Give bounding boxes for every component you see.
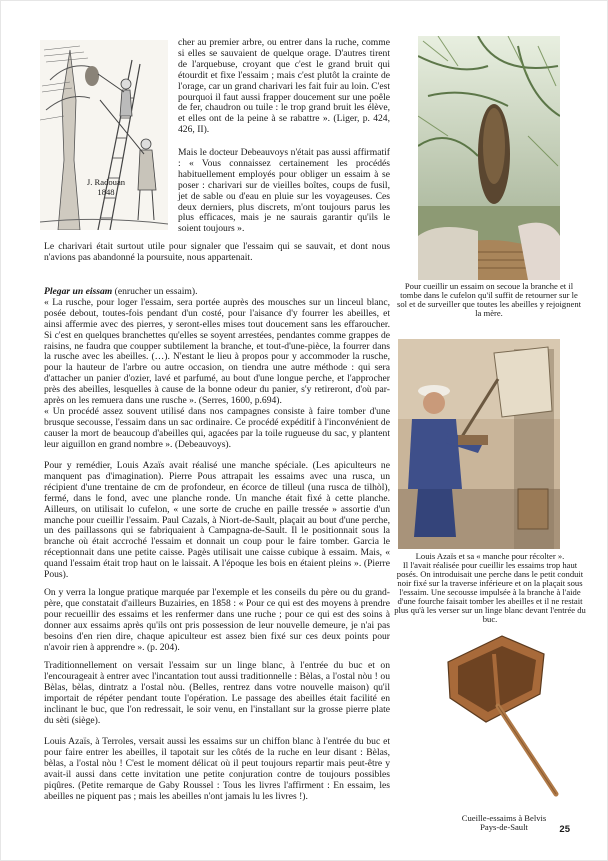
caption-cueille-line2: Pays-de-Sault [480,822,528,832]
photo-swarm-branch [418,36,560,280]
paragraph-terroles: Louis Azaïs, à Terroles, versait aussi les essaims sur un chiffon blanc à l'entrée du buc et pour faire entrer les abeilles, il tapotait sur les côtés de la ruche en leur disant : Bèlas, bèlas, a l'ostal nòu ! C'est le moment délicat où il peut toujours repartir mais peut-être y avait-il aussi dans cette invitation une petite conjuration contre de toujours possibles piqûres. (Petite remarque de Gaby Roussel : Tous les livres l'affirment : En essaim, les abeilles ne piquent pas ; mais les abeilles n'ont jamais lu les livres !). [44,736,390,802]
paragraph-liger: cher au premier arbre, ou entrer dans la ruche, comme si elles se sauvaient de quelque orage. D'autres tirent de l'arquebuse, croyant que c'est le grand bruit qui étourdit et fixe l'essaim ; mais c'est plutôt la crainte de l'orage, car un grand charivari les fait fuir au loin. C'est pourquoi il faut aussi frapper doucement sur une poêle de fer, chaudron ou tuile : le trop grand bruit les élève, et elles ont de la peine à se rabattre ». (Liger, p. 424, 426, II). [178,37,390,136]
engraving-illustration [40,40,168,230]
paragraph-traditionnellement: Traditionnellement on versait l'essaim sur un linge blanc, à l'entrée du buc et on l'encourageait à entrer avec l'incantation tout aussi traditionnelle : Bèlas, a l'ostal nòu ! ou Bèlas, bèlas, dintratz a l'ostal nòu. (Belles, rentrez dans votre nouvelle maison) qu'il importait de répéter pendant toute l'opération. Le passage des abeilles était facilité en inclinant le buc, que l'on redressait, le soir venu, en l'installant sur la grosse pierre plate du sèti (siège). [44,660,390,726]
beekeeper-with-tool-photo-icon [398,339,560,549]
caption-photo-cueille [440,814,568,832]
text-block-remedier [44,461,390,581]
caption-cueille-line1: Cueille-essaims à Belvis [461,813,547,823]
engraving-signature [76,178,136,197]
section-title-plegar-suffix: (enrucher un essaim). [112,286,198,297]
engraving-signature-year: 1848 [97,186,115,197]
caption-azais-body: Il l'avait réalisée pour cueillir les essaims trop haut posés. On introduisait une perche dans le petit conduit noir fixé sur la traverse inférieure et on la plaçait sous l'essaim. Une secousse impulsée à la branche à l'aide d'une fourche faisait tomber les abeilles et il ne restait plus qu'à les verser sur un linge blanc devant l'entrée du buc. [394,560,586,624]
paragraph-charivari: Le charivari était surtout utile pour signaler que l'essaim qui se sauvait, et dont nous n'avions pas abandonné la poursuite, nous appartenait. [44,241,390,263]
text-block-charivari [44,242,390,264]
text-block-debeauvoys [178,148,390,235]
text-block-terroles [44,737,390,802]
text-block-liger [178,38,390,136]
swarm-catcher-box-icon [440,632,572,800]
paragraph-pratique: On y verra la longue pratique marquée par l'exemple et les conseils du père ou du grand-père, que constatait d'ailleurs Buzairies, en 1858 : « Pour ce qui est des moyens à prendre pour recueillir des essaims et les renfermer dans une ruche ; pour ce qui est des soins à donner aux essaims après qu'ils ont pris possession de leur nouvelle demeure, je n'ai pas besoins d'en rien dire, chaque apiculteur est assez bien fixé sur ces deux points pour n'avoir rien à apprendre ». (p. 204). [44,587,390,653]
paragraph-remedier: Pour y remédier, Louis Azaïs avait réalisé une manche spéciale. (Les apiculteurs ne manquent pas d'imagination). Pierre Pous attrapait les essaims avec una rusca, un récipient d'une trentaine de cm de profondeur, en écorce de tilleul (una rusca de tilhòl), fermé, dans le fond, avec une planche ronde. Un manche était fixé à cette planche. Ailleurs, on utilisait lo cufelon, « une sorte de cruche en paille tressée » assortie d'un manche pour cueillir l'essaim. Paul Cazals, à Niort-de-Sault, plaçait au bout d'une perche, un des paillassons qui se fabriquaient à Campagna-de-Sault. Il le positionnait sous la branche où était accroché l'essaim et donnait un coup pour le faire tomber. Garcia le réceptionnait dans une petite caisse. Pagès utilisait une caisse cubique à essaim. Mais, « quand l'essaim était trop haut on le laissait. A l'époque les bois en étaient pleins ». (Pierre Pous). [44,460,390,581]
text-block-plegar [44,287,390,451]
paragraph-debeauvoys-sac: « Un procédé assez souvent utilisé dans nos campagnes consiste à faire tomber d'une brusque secousse, l'essaim dans un sac ordinaire. Ce procédé expéditif à l'inconvénient de causer la mort de beaucoup d'abeilles qui, agacées par la toile rugueuse du sac, y plantent leur aiguillon en grand nombre ». (Debeauvoys). [44,405,390,450]
photo-cueille-essaims [440,632,572,800]
caption-azais-title: Louis Azaïs et sa « manche pour récolter ». [415,551,565,561]
caption-photo-azais [392,552,588,624]
caption-photo-swarm: Pour cueillir un essaim on secoue la branche et il tombe dans le cufelon qu'il suffit de retourner sur le sol et de surveiller que toutes les abeilles y rejoignent la mère. [397,281,581,318]
page-number: 25 [559,824,570,835]
swarm-on-branch-photo-icon [418,36,560,280]
section-title-plegar: Plegar un eissam [44,286,113,297]
text-block-pratique [44,588,390,653]
text-block-traditionnellement [44,661,390,726]
engraving-signature-name: J. Radouan [86,177,126,187]
paragraph-serres: « La rusche, pour loger l'essaim, sera portée auprès des mousches sur un linceul blanc, posée debout, toutes-fois pendant d'un costé, pour l'aisance d'y fourrer les abeilles, et ainsi affermie avec des pierres, y seront-elles mises tout doucement sans les effaroucher. Si c'est en quelques branchettes qu'elles se soyent arrestées, pendantes comme grappes de raisins, ne faudra que coupper subtilement la branche, et tout-d'une-pièce, la fourrer dans la rusche avec les abeilles. (…). N'estant le lieu à propos pour y accommoder la rusche, pour la hauteur de l'arbre ou autre occasion, on tiendra une autre méthode : qui sera d'attacher un panier d'ozier, lavé et parfumé, au bout d'une longue perche, et l'approcher près des abeilles, lesquelles à cause de la bonne odeur du panier, s'y retireront, d'où par-après on les remuera dans une rusche ». (Serres, 1600, p.694). [44,296,390,407]
photo-louis-azais [398,339,560,549]
engraving-beekeepers-icon [40,40,168,230]
paragraph-debeauvoys: Mais le docteur Debeauvoys n'était pas aussi affirmatif : « Vous connaissez certainement les procédés habituellement employés pour obliger un essaim à se poser : charivari sur de vieilles boîtes, coups de fusil, jet de sable ou d'eau en pluie sur les voyageuses. Ces deux derniers, plus discrets, m'ont toujours parus les plus efficaces, mais je ne saurais garantir qu'ils le soient toujours ». [178,147,390,235]
